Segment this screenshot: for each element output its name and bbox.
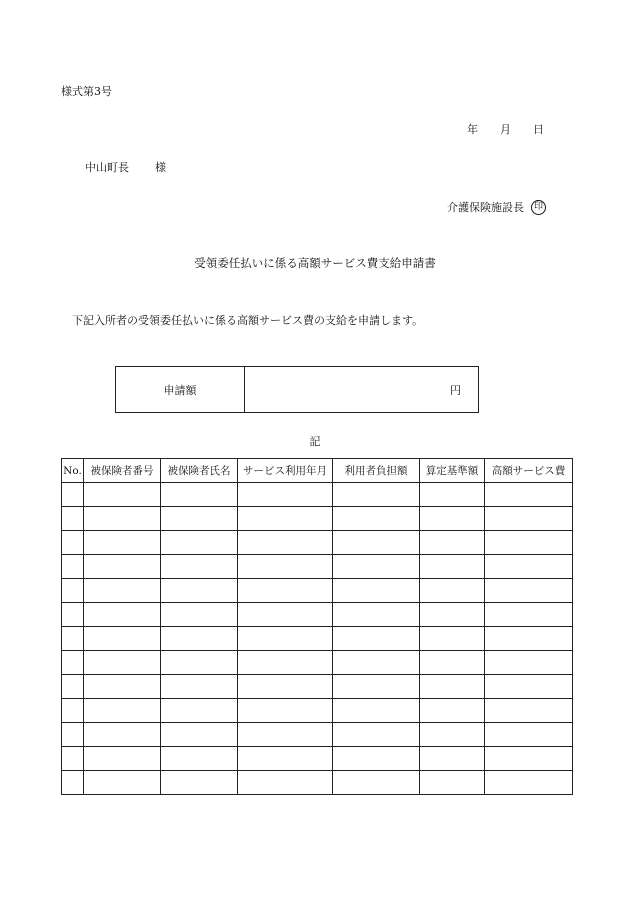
table-cell[interactable] (84, 531, 161, 555)
table-cell[interactable] (333, 483, 420, 507)
amount-value-cell[interactable] (245, 367, 478, 412)
table-cell[interactable] (485, 603, 573, 627)
table-cell[interactable] (62, 603, 84, 627)
table-cell[interactable] (62, 675, 84, 699)
table-cell[interactable] (161, 531, 238, 555)
table-cell[interactable] (161, 483, 238, 507)
table-row (62, 483, 573, 507)
table-cell[interactable] (84, 651, 161, 675)
table-cell[interactable] (161, 675, 238, 699)
sender (447, 200, 546, 215)
table-cell[interactable] (62, 771, 84, 795)
table-row (62, 723, 573, 747)
table-cell[interactable] (84, 483, 161, 507)
table-cell[interactable] (485, 507, 573, 531)
table-row (62, 531, 573, 555)
table-cell[interactable] (62, 699, 84, 723)
application-amount-box (115, 366, 479, 413)
date-day-label: 日 (533, 123, 544, 136)
table-cell[interactable] (161, 507, 238, 531)
table-row (62, 603, 573, 627)
table-cell[interactable] (161, 747, 238, 771)
table-cell[interactable] (485, 651, 573, 675)
table-cell[interactable] (420, 771, 485, 795)
table-cell[interactable] (485, 771, 573, 795)
table-cell[interactable] (333, 771, 420, 795)
table-cell[interactable] (420, 675, 485, 699)
detail-table (61, 458, 573, 795)
table-cell[interactable] (238, 507, 333, 531)
table-cell[interactable] (161, 579, 238, 603)
table-cell[interactable] (161, 771, 238, 795)
table-cell[interactable] (62, 627, 84, 651)
table-cell[interactable] (333, 747, 420, 771)
header-service-month: サービス利用年月 (238, 459, 333, 483)
table-row (62, 675, 573, 699)
table-cell[interactable] (333, 603, 420, 627)
table-cell[interactable] (238, 771, 333, 795)
date-line (467, 124, 544, 135)
header-insured-name: 被保険者氏名 (161, 459, 238, 483)
table-cell[interactable] (333, 507, 420, 531)
table-cell[interactable] (84, 627, 161, 651)
table-cell[interactable] (333, 699, 420, 723)
sender-title: 介護保険施設長 (447, 201, 524, 214)
addressee (85, 162, 166, 173)
table-cell[interactable] (333, 723, 420, 747)
table-row (62, 579, 573, 603)
table-cell[interactable] (485, 747, 573, 771)
table-cell[interactable] (84, 699, 161, 723)
table-header-row (62, 459, 573, 483)
table-cell[interactable] (238, 579, 333, 603)
header-insured-number: 被保険者番号 (84, 459, 161, 483)
header-no: No. (62, 459, 84, 483)
header-standard-amount: 算定基準額 (420, 459, 485, 483)
date-year-label: 年 (467, 123, 478, 136)
table-row (62, 747, 573, 771)
table-body (62, 483, 573, 795)
table-cell[interactable] (161, 627, 238, 651)
table-cell[interactable] (420, 723, 485, 747)
table-row (62, 627, 573, 651)
table-cell[interactable] (84, 675, 161, 699)
table-cell[interactable] (238, 675, 333, 699)
table-cell[interactable] (62, 651, 84, 675)
date-month-label: 月 (500, 123, 511, 136)
table-cell[interactable] (333, 579, 420, 603)
table-cell[interactable] (420, 531, 485, 555)
table-row (62, 771, 573, 795)
table-cell[interactable] (62, 555, 84, 579)
table-cell[interactable] (333, 531, 420, 555)
table-cell[interactable] (420, 603, 485, 627)
table-cell[interactable] (84, 603, 161, 627)
table-cell[interactable] (161, 699, 238, 723)
table-row (62, 555, 573, 579)
table-cell[interactable] (62, 507, 84, 531)
table-cell[interactable] (420, 651, 485, 675)
amount-label-cell (116, 367, 245, 412)
amount-label: 申請額 (163, 383, 197, 397)
seal-mark: 印 (531, 200, 546, 215)
application-statement: 下記入所者の受領委任払いに係る高額サービス費の支給を申請します。 (72, 314, 424, 327)
table-cell[interactable] (238, 627, 333, 651)
document-title: 受領委任払いに係る高額サービス費支給申請書 (194, 256, 436, 270)
table-cell[interactable] (161, 723, 238, 747)
table-cell[interactable] (485, 723, 573, 747)
table-cell[interactable] (420, 627, 485, 651)
table-cell[interactable] (238, 747, 333, 771)
table-cell[interactable] (420, 699, 485, 723)
table-cell[interactable] (238, 531, 333, 555)
table-cell[interactable] (333, 627, 420, 651)
table-cell[interactable] (84, 579, 161, 603)
table-cell[interactable] (485, 675, 573, 699)
table-cell[interactable] (84, 723, 161, 747)
table-cell[interactable] (161, 555, 238, 579)
table-cell[interactable] (238, 651, 333, 675)
form-number: 様式第3号 (61, 85, 112, 98)
table-cell[interactable] (238, 555, 333, 579)
table-cell[interactable] (84, 555, 161, 579)
table-cell[interactable] (238, 699, 333, 723)
table-cell[interactable] (420, 507, 485, 531)
table-row (62, 699, 573, 723)
table-cell[interactable] (333, 555, 420, 579)
table-cell[interactable] (420, 579, 485, 603)
table-cell[interactable] (84, 507, 161, 531)
amount-unit: 円 (450, 383, 461, 397)
table-cell[interactable] (238, 603, 333, 627)
table-cell[interactable] (62, 579, 84, 603)
table-cell[interactable] (238, 723, 333, 747)
header-high-cost-service: 高額サービス費 (485, 459, 573, 483)
table-cell[interactable] (420, 483, 485, 507)
table-cell[interactable] (62, 531, 84, 555)
table-cell[interactable] (485, 555, 573, 579)
table-cell[interactable] (485, 579, 573, 603)
table-cell[interactable] (485, 627, 573, 651)
table-cell[interactable] (161, 651, 238, 675)
table-cell[interactable] (84, 771, 161, 795)
table-cell[interactable] (485, 699, 573, 723)
table-cell[interactable] (420, 747, 485, 771)
table-cell[interactable] (485, 531, 573, 555)
ki-heading: 記 (309, 435, 321, 448)
table-cell[interactable] (161, 603, 238, 627)
table-row (62, 507, 573, 531)
table-cell[interactable] (485, 483, 573, 507)
addressee-honorific: 様 (155, 161, 166, 174)
table-cell[interactable] (62, 747, 84, 771)
table-cell[interactable] (62, 723, 84, 747)
table-cell[interactable] (62, 483, 84, 507)
table-cell[interactable] (84, 747, 161, 771)
table-cell[interactable] (333, 651, 420, 675)
table-cell[interactable] (238, 483, 333, 507)
table-cell[interactable] (420, 555, 485, 579)
table-cell[interactable] (333, 675, 420, 699)
addressee-name: 中山町長 (85, 161, 129, 174)
header-user-burden: 利用者負担額 (333, 459, 420, 483)
table-row (62, 651, 573, 675)
